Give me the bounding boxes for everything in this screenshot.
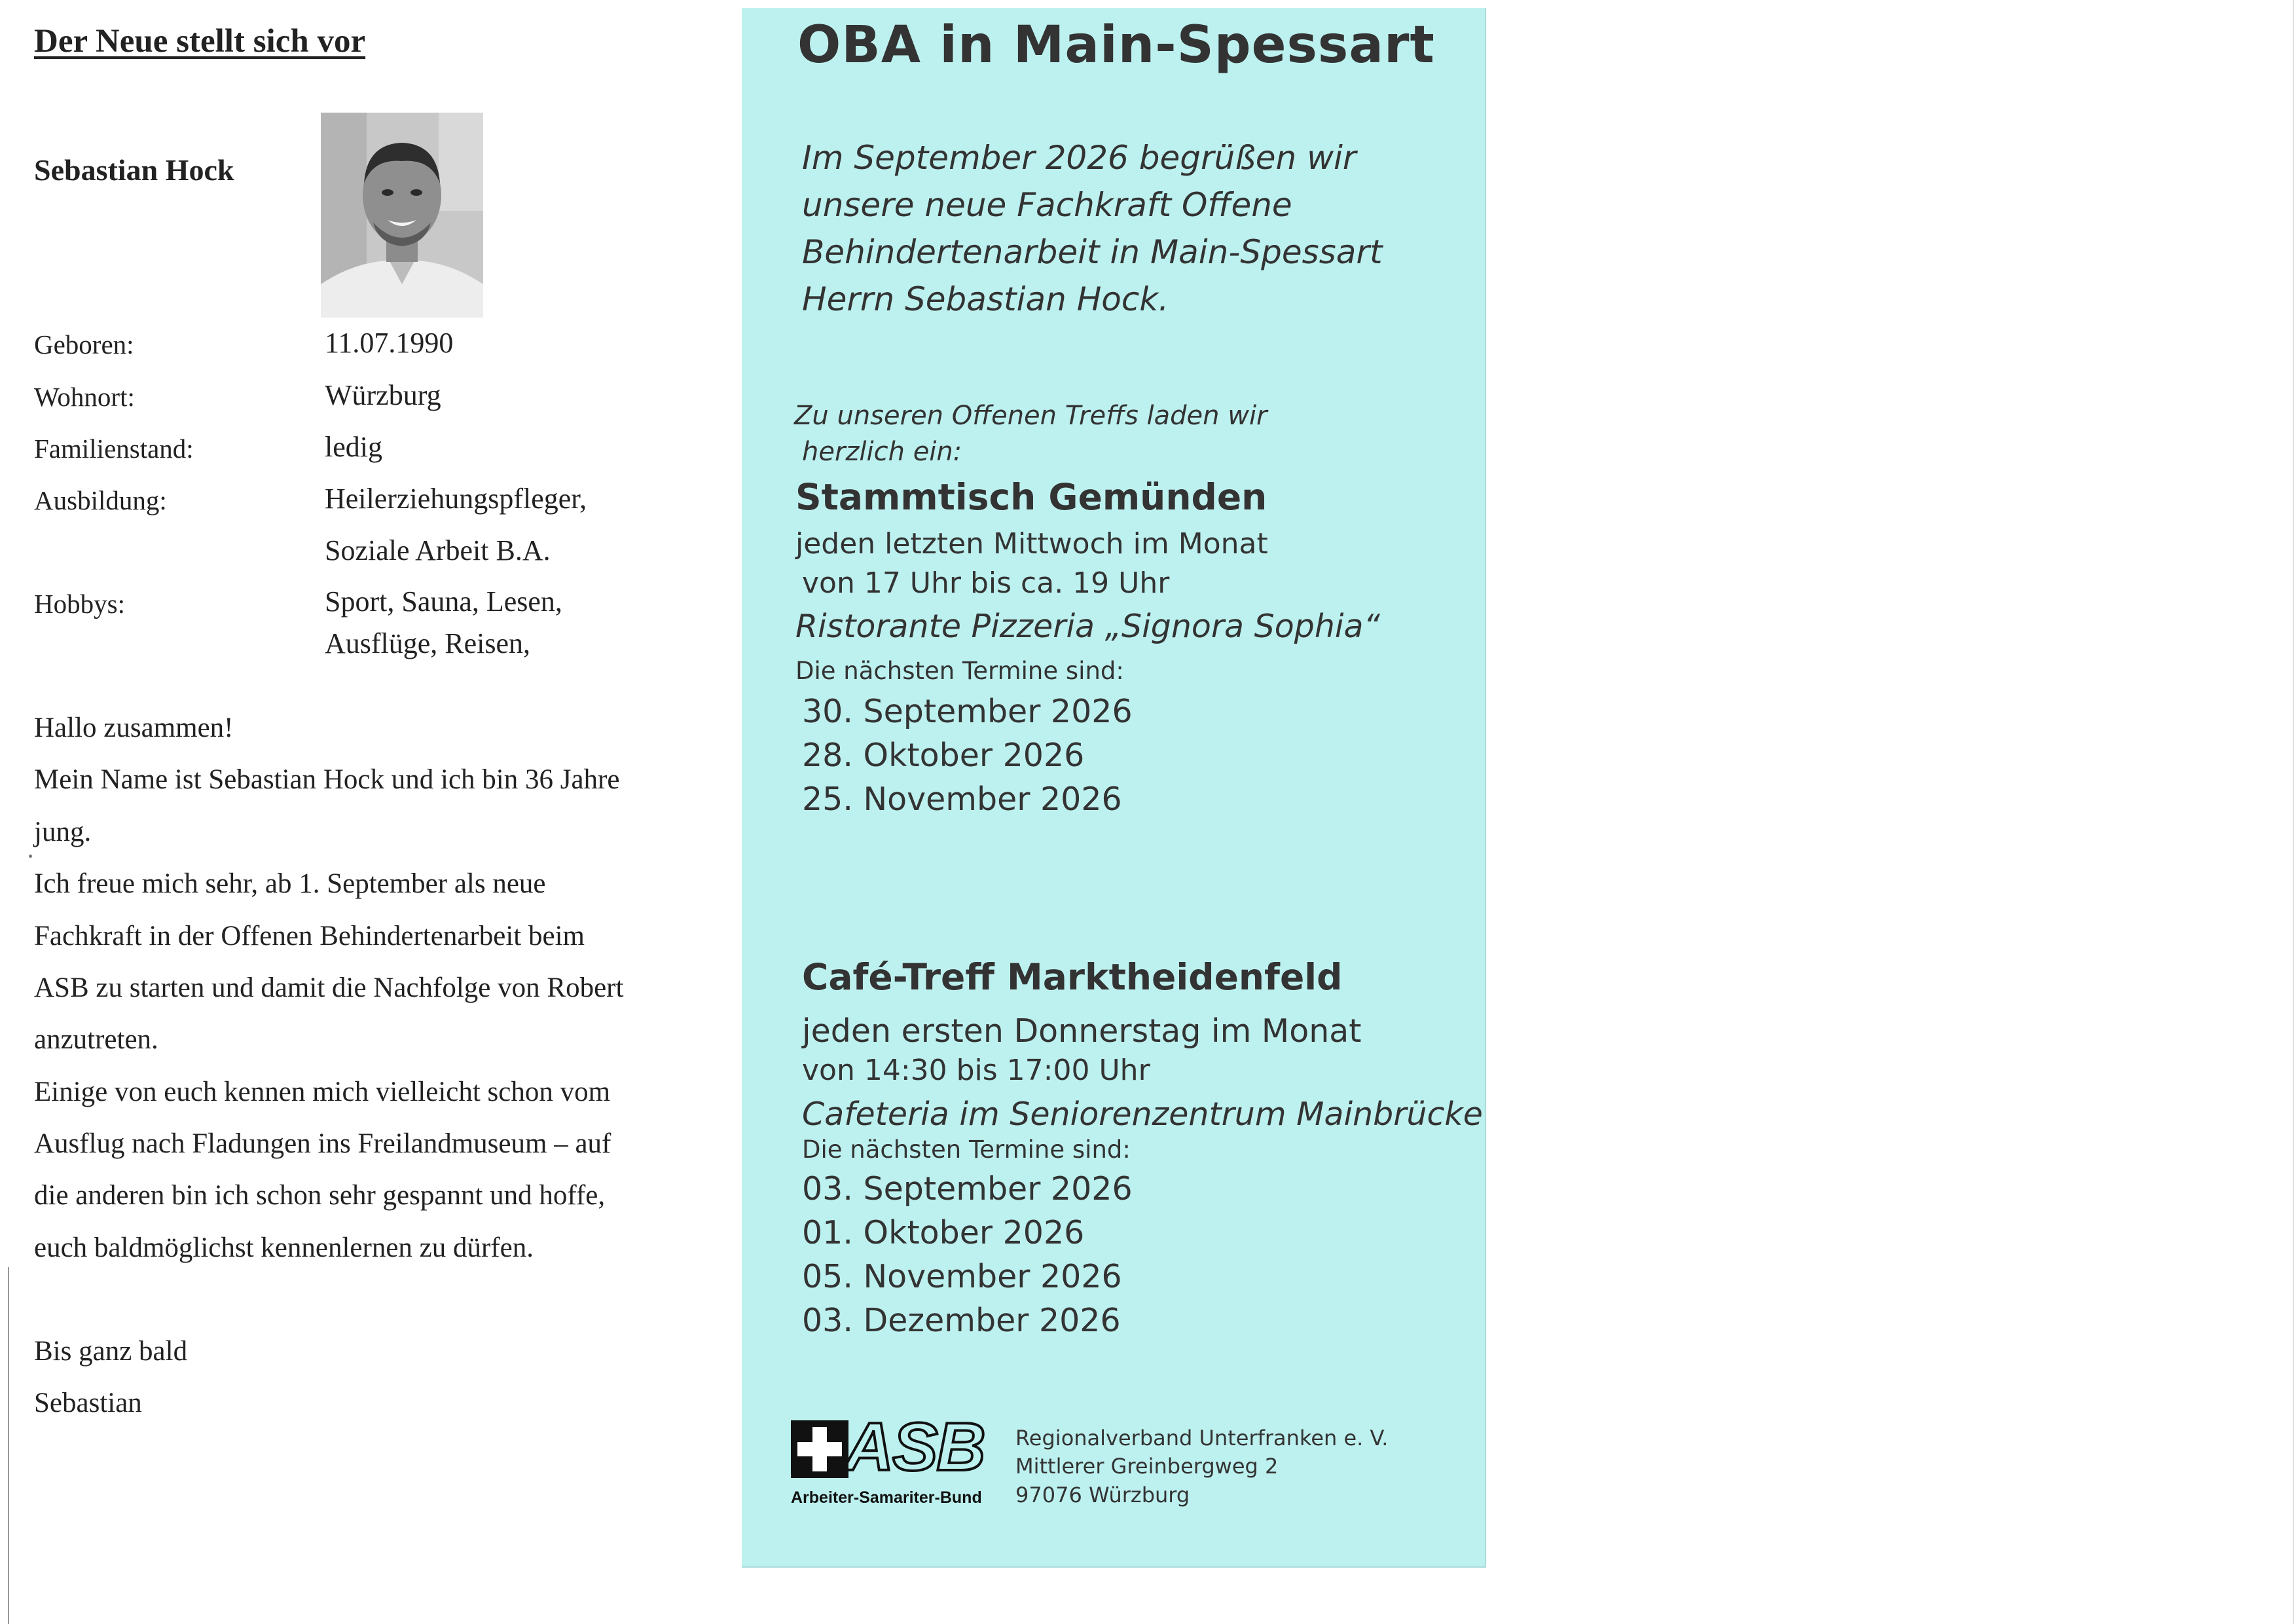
- letter-line: Fachkraft in der Offenen Behindertenarbeit beim: [34, 921, 585, 951]
- event-date: 05. November 2026: [802, 1258, 1122, 1295]
- profile-column: [0, 0, 733, 1624]
- scan-edge-line: [8, 1267, 9, 1624]
- profile-label-born: Geboren:: [34, 329, 134, 360]
- signature-name: Sebastian: [34, 1388, 142, 1418]
- profile-label-residence: Wohnort:: [34, 382, 135, 412]
- event-date: 03. September 2026: [802, 1170, 1133, 1208]
- letter-line: euch baldmöglichst kennenlernen zu dürfen.: [34, 1232, 534, 1263]
- letter-line: Ich freue mich sehr, ab 1. September als neue: [34, 868, 546, 899]
- profile-label-marital-status: Familienstand:: [34, 434, 194, 464]
- flyer-title: OBA in Main-Spessart: [797, 16, 1435, 75]
- invite-line: herzlich ein:: [802, 437, 962, 467]
- profile-value-education-1: Heilerziehungspfleger,: [325, 483, 587, 515]
- asb-logo-subtitle: Arbeiter-Samariter-Bund: [791, 1488, 982, 1507]
- intro-line: Herrn Sebastian Hock.: [802, 280, 1169, 318]
- asb-logo-letters: ASB: [845, 1409, 985, 1485]
- invite-line: Zu unseren Offenen Treffs laden wir: [794, 401, 1267, 431]
- letter-line: die anderen bin ich schon sehr gespannt und hoffe,: [34, 1180, 606, 1211]
- event-date: 30. September 2026: [802, 693, 1133, 730]
- event-date: 01. Oktober 2026: [802, 1214, 1085, 1251]
- address-line: 97076 Würzburg: [1015, 1483, 1190, 1507]
- profile-value-marital-status: ledig: [325, 431, 382, 463]
- profile-value-residence: Würzburg: [325, 379, 441, 411]
- profile-value-born: 11.07.1990: [325, 327, 454, 359]
- page-title: Der Neue stellt sich vor: [34, 23, 366, 60]
- person-name: Sebastian Hock: [34, 153, 234, 187]
- event-schedule: jeden ersten Donnerstag im Monat: [802, 1012, 1362, 1050]
- event-date: 25. November 2026: [802, 781, 1122, 818]
- profile-value-hobbies-2: Ausflüge, Reisen,: [325, 627, 531, 659]
- event-venue: Cafeteria im Seniorenzentrum Mainbrücke: [802, 1096, 1483, 1133]
- intro-line: Behindertenarbeit in Main-Spessart: [802, 233, 1383, 271]
- closing-line: Bis ganz bald: [34, 1336, 188, 1367]
- address-line: Mittlerer Greinbergweg 2: [1015, 1454, 1279, 1479]
- event-time: von 17 Uhr bis ca. 19 Uhr: [802, 566, 1170, 600]
- letter-line: Ausflug nach Fladungen ins Freilandmuseum – auf: [34, 1128, 611, 1159]
- address-line: Regionalverband Unterfranken e. V.: [1015, 1426, 1389, 1450]
- intro-line: unsere neue Fachkraft Offene: [802, 186, 1292, 224]
- letter-line: ASB zu starten und damit die Nachfolge von Robert: [34, 972, 624, 1003]
- event-date: 03. Dezember 2026: [802, 1302, 1121, 1339]
- event-venue: Ristorante Pizzeria „Signora Sophia“: [795, 608, 1380, 645]
- scan-right-edge: [2293, 0, 2294, 1624]
- scan-artifact: [29, 855, 32, 858]
- profile-label-hobbies: Hobbys:: [34, 589, 125, 619]
- intro-line: Im September 2026 begrüßen wir: [802, 139, 1357, 177]
- event-title-cafe-treff: Café-Treff Marktheidenfeld: [802, 956, 1343, 998]
- event-schedule: jeden letzten Mittwoch im Monat: [795, 527, 1268, 561]
- profile-label-education: Ausbildung:: [34, 485, 167, 515]
- letter-line: Mein Name ist Sebastian Hock und ich bin 36 Jahre: [34, 764, 620, 795]
- letter-line: anzutreten.: [34, 1024, 158, 1055]
- profile-value-education-2: Soziale Arbeit B.A.: [325, 534, 551, 566]
- letter-line: Hallo zusammen!: [34, 712, 234, 743]
- portrait-photo: [321, 113, 483, 318]
- portrait-image-icon: [321, 113, 483, 318]
- dates-label: Die nächsten Termine sind:: [802, 1135, 1131, 1164]
- letter-line: jung.: [34, 817, 92, 847]
- dates-label: Die nächsten Termine sind:: [795, 657, 1124, 685]
- event-date: 28. Oktober 2026: [802, 737, 1085, 774]
- event-time: von 14:30 bis 17:00 Uhr: [802, 1054, 1150, 1087]
- oba-flyer: [742, 8, 1486, 1568]
- letter-line: Einige von euch kennen mich vielleicht schon vom: [34, 1077, 611, 1107]
- profile-value-hobbies-1: Sport, Sauna, Lesen,: [325, 585, 562, 618]
- samaritan-cross-icon: [791, 1420, 848, 1478]
- event-title-stammtisch: Stammtisch Gemünden: [795, 476, 1267, 518]
- asb-logo: [791, 1409, 1007, 1512]
